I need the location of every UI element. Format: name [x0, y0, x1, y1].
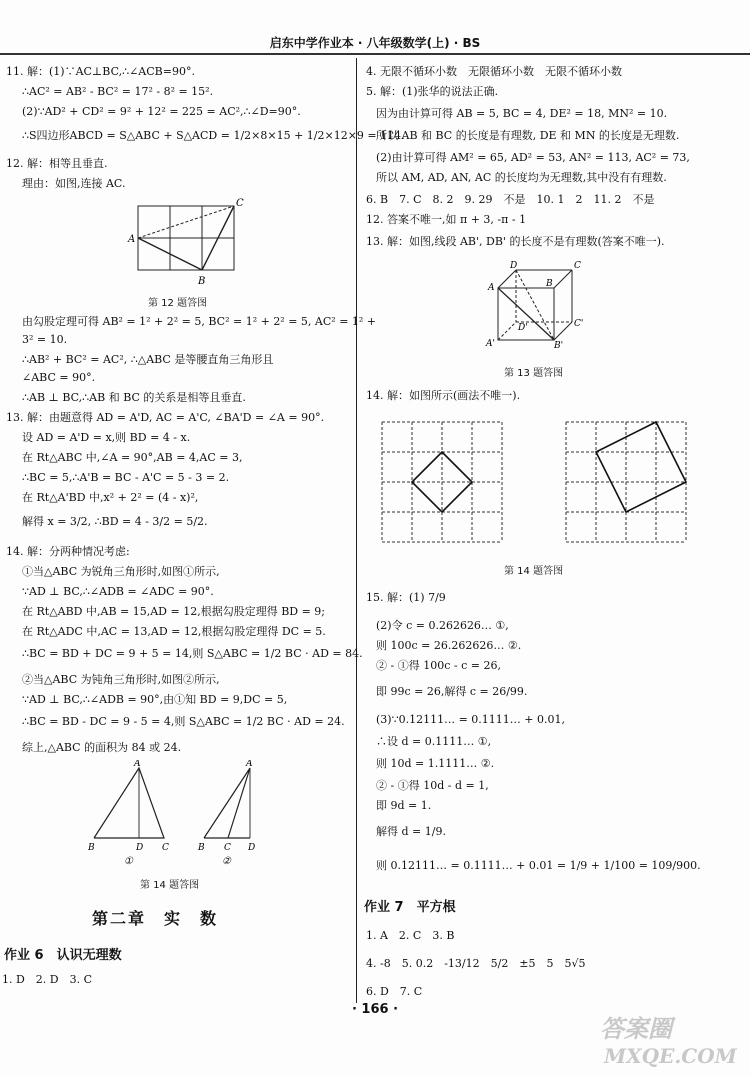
q14-line-9: ∴BC = BD - DC = 9 - 5 = 4,则 S△ABC = 1/2 BC · AD = 24.	[22, 715, 345, 728]
section7-title: 作业 7 平方根	[364, 900, 456, 915]
svg-text:D: D	[510, 261, 518, 271]
fig14-triangles-figure	[84, 760, 284, 870]
fig14-left-caption: 第 14 题答图	[140, 880, 200, 891]
watermark-logo	[594, 1009, 744, 1069]
r-q15-line-8: 则 10d = 1.1111… ②.	[376, 757, 495, 770]
fig13-caption: 第 13 题答图	[504, 368, 564, 379]
section7-answers-2: 4. -8 5. 0.2 -13/12 5/2 ±5 5 5√5	[366, 957, 586, 970]
header-rule	[0, 53, 750, 55]
r-q5-line-3: 所以 AB 和 BC 的长度是有理数, DE 和 MN 的长度是无理数.	[376, 129, 680, 142]
svg-text:C': C'	[574, 319, 584, 329]
q13-line-5: 在 Rt△A'BD 中,x² + 2² = (4 - x)²,	[22, 491, 199, 504]
svg-text:B': B'	[554, 341, 564, 350]
section7-answers-3: 6. D 7. C	[366, 985, 423, 998]
svg-text:B: B	[198, 843, 205, 853]
chapter-title: 第二章 实 数	[92, 909, 219, 928]
r-q12: 12. 答案不唯一,如 π + 3, -π - 1	[366, 213, 527, 226]
page-number: · 166 ·	[351, 1002, 399, 1017]
r-q15-line-10: 即 9d = 1.	[376, 799, 432, 812]
q14-line-10: 综上,△ABC 的面积为 84 或 24.	[22, 741, 182, 754]
r-q15-line-11: 解得 d = 1/9.	[376, 825, 446, 838]
svg-text:MXQE.COM: MXQE.COM	[604, 1044, 737, 1068]
svg-text:C: C	[224, 843, 231, 853]
fig14-label-1: ①	[124, 856, 133, 867]
q11-line-1: 11. 解：(1)∵AC⊥BC,∴∠ACB=90°.	[6, 65, 195, 78]
section6-title: 作业 6 认识无理数	[4, 948, 122, 963]
r-q13: 13. 解：如图,线段 AB', DB' 的长度不是有理数(答案不唯一).	[366, 235, 665, 248]
r-q5-line-1: 5. 解：(1)张华的说法正确.	[366, 85, 499, 98]
r-q15-line-12: 则 0.12111… = 0.1111… + 0.01 = 1/9 + 1/100 = 109/900.	[376, 859, 701, 872]
q11-line-4: ∴S四边形ABCD = S△ABC + S△ACD = 1/2×8×15 + 1/2×12×9 = 114.	[22, 129, 405, 142]
svg-text:B: B	[198, 276, 206, 287]
r-q15-line-6: (3)∵0.12111… = 0.1111… + 0.01,	[376, 713, 565, 726]
column-divider	[356, 58, 357, 1003]
svg-text:答案圈: 答案圈	[600, 1014, 672, 1043]
r-q5-line-2: 因为由计算可得 AB = 5, BC = 4, DE² = 18, MN² = 10.	[376, 107, 668, 120]
q12-line-3: 由勾股定理可得 AB² = 1² + 2² = 5, BC² = 1² + 2² = 5, AC² = 1² +	[22, 315, 377, 328]
section6-answers: 1. D 2. D 3. C	[2, 973, 93, 986]
q13-line-2: 设 AD = A'D = x,则 BD = 4 - x.	[22, 431, 191, 444]
svg-text:C: C	[574, 261, 581, 271]
q11-line-3: (2)∵AD² + CD² = 9² + 12² = 225 = AC²,∴∠D=90°.	[22, 105, 301, 118]
svg-text:A: A	[488, 283, 495, 293]
q12-line-5: ∴AB² + BC² = AC², ∴△ABC 是等腰直角三角形且	[22, 353, 274, 366]
q14-line-4: 在 Rt△ABD 中,AB = 15,AD = 12,根据勾股定理得 BD = 9;	[22, 605, 326, 618]
r-q15-line-4: ② - ①得 100c - c = 26,	[376, 659, 501, 672]
fig14-grid-left	[378, 418, 506, 546]
svg-text:A: A	[128, 234, 136, 245]
r-q14: 14. 解：如图所示(画法不唯一).	[366, 389, 521, 402]
q13-line-1: 13. 解：由题意得 AD = A'D, AC = A'C, ∠BA'D = ∠A = 90°.	[6, 411, 325, 424]
fig14-right-caption: 第 14 题答图	[504, 566, 564, 577]
q12-line-2: 理由：如图,连接 AC.	[22, 177, 126, 190]
q14-line-2: ①当△ABC 为锐角三角形时,如图①所示,	[22, 565, 220, 578]
svg-text:C: C	[236, 198, 244, 209]
r-q6-11: 6. B 7. C 8. 2 9. 29 不是 10. 1 2 11. 2 不是	[366, 193, 655, 206]
q14-line-6: ∴BC = BD + DC = 9 + 5 = 14,则 S△ABC = 1/2 BC · AD = 84.	[22, 647, 363, 660]
svg-text:D: D	[136, 843, 144, 853]
svg-text:A': A'	[486, 339, 495, 349]
svg-text:D': D'	[518, 323, 528, 333]
r-q4: 4. 无限不循环小数 无限循环小数 无限不循环小数	[366, 65, 622, 78]
q12-line-7: ∴AB ⊥ BC,∴AB 和 BC 的关系是相等且垂直.	[22, 391, 246, 404]
q14-line-3: ∵AD ⊥ BC,∴∠ADB = ∠ADC = 90°.	[22, 585, 214, 598]
q12-line-1: 12. 解：相等且垂直.	[6, 157, 108, 170]
fig14-label-2: ②	[222, 856, 231, 867]
q14-line-7: ②当△ABC 为钝角三角形时,如图②所示,	[22, 673, 220, 686]
q12-line-6: ∠ABC = 90°.	[22, 371, 96, 384]
page-header	[0, 0, 750, 58]
svg-text:D: D	[248, 843, 256, 853]
svg-text:B: B	[546, 279, 553, 289]
q12-line-4: 3² = 10.	[22, 333, 68, 346]
svg-text:B: B	[88, 843, 95, 853]
r-q15-line-5: 即 99c = 26,解得 c = 26/99.	[376, 685, 528, 698]
q13-line-4: ∴BC = 5,∴A'B = BC - A'C = 5 - 3 = 2.	[22, 471, 230, 484]
q11-line-2: ∴AC² = AB² - BC² = 17² - 8² = 15².	[22, 85, 214, 98]
fig12-grid-figure	[120, 198, 250, 288]
svg-text:A: A	[134, 760, 141, 769]
fig13-cube-figure	[480, 258, 590, 350]
header-title: 启东中学作业本 · 八年级数学(上) · BS	[269, 36, 481, 50]
r-q5-line-4: (2)由计算可得 AM² = 65, AD² = 53, AN² = 113, AC² = 73,	[376, 151, 690, 164]
r-q5-line-5: 所以 AM, AD, AN, AC 的长度均为无理数,其中没有有理数.	[376, 171, 667, 184]
fig14-grid-right	[562, 418, 690, 546]
r-q15-line-1: 15. 解：(1) 7/9	[366, 591, 446, 604]
section7-answers-1: 1. A 2. C 3. B	[366, 929, 455, 942]
svg-text:C: C	[162, 843, 169, 853]
q14-line-8: ∵AD ⊥ BC,∴∠ADB = 90°,由①知 BD = 9,DC = 5,	[22, 693, 288, 706]
q14-line-5: 在 Rt△ADC 中,AC = 13,AD = 12,根据勾股定理得 DC = 5.	[22, 625, 326, 638]
fig12-caption: 第 12 题答图	[148, 298, 208, 309]
r-q15-line-3: 则 100c = 26.262626… ②.	[376, 639, 522, 652]
svg-text:A: A	[246, 760, 253, 769]
r-q15-line-7: ∴设 d = 0.1111… ①,	[376, 735, 492, 748]
q13-line-3: 在 Rt△ABC 中,∠A = 90°,AB = 4,AC = 3,	[22, 451, 243, 464]
r-q15-line-9: ② - ①得 10d - d = 1,	[376, 779, 489, 792]
q14-line-1: 14. 解：分两种情况考虑:	[6, 545, 130, 558]
r-q15-line-2: (2)令 c = 0.262626… ①,	[376, 619, 509, 632]
q13-line-6: 解得 x = 3/2, ∴BD = 4 - 3/2 = 5/2.	[22, 515, 208, 528]
